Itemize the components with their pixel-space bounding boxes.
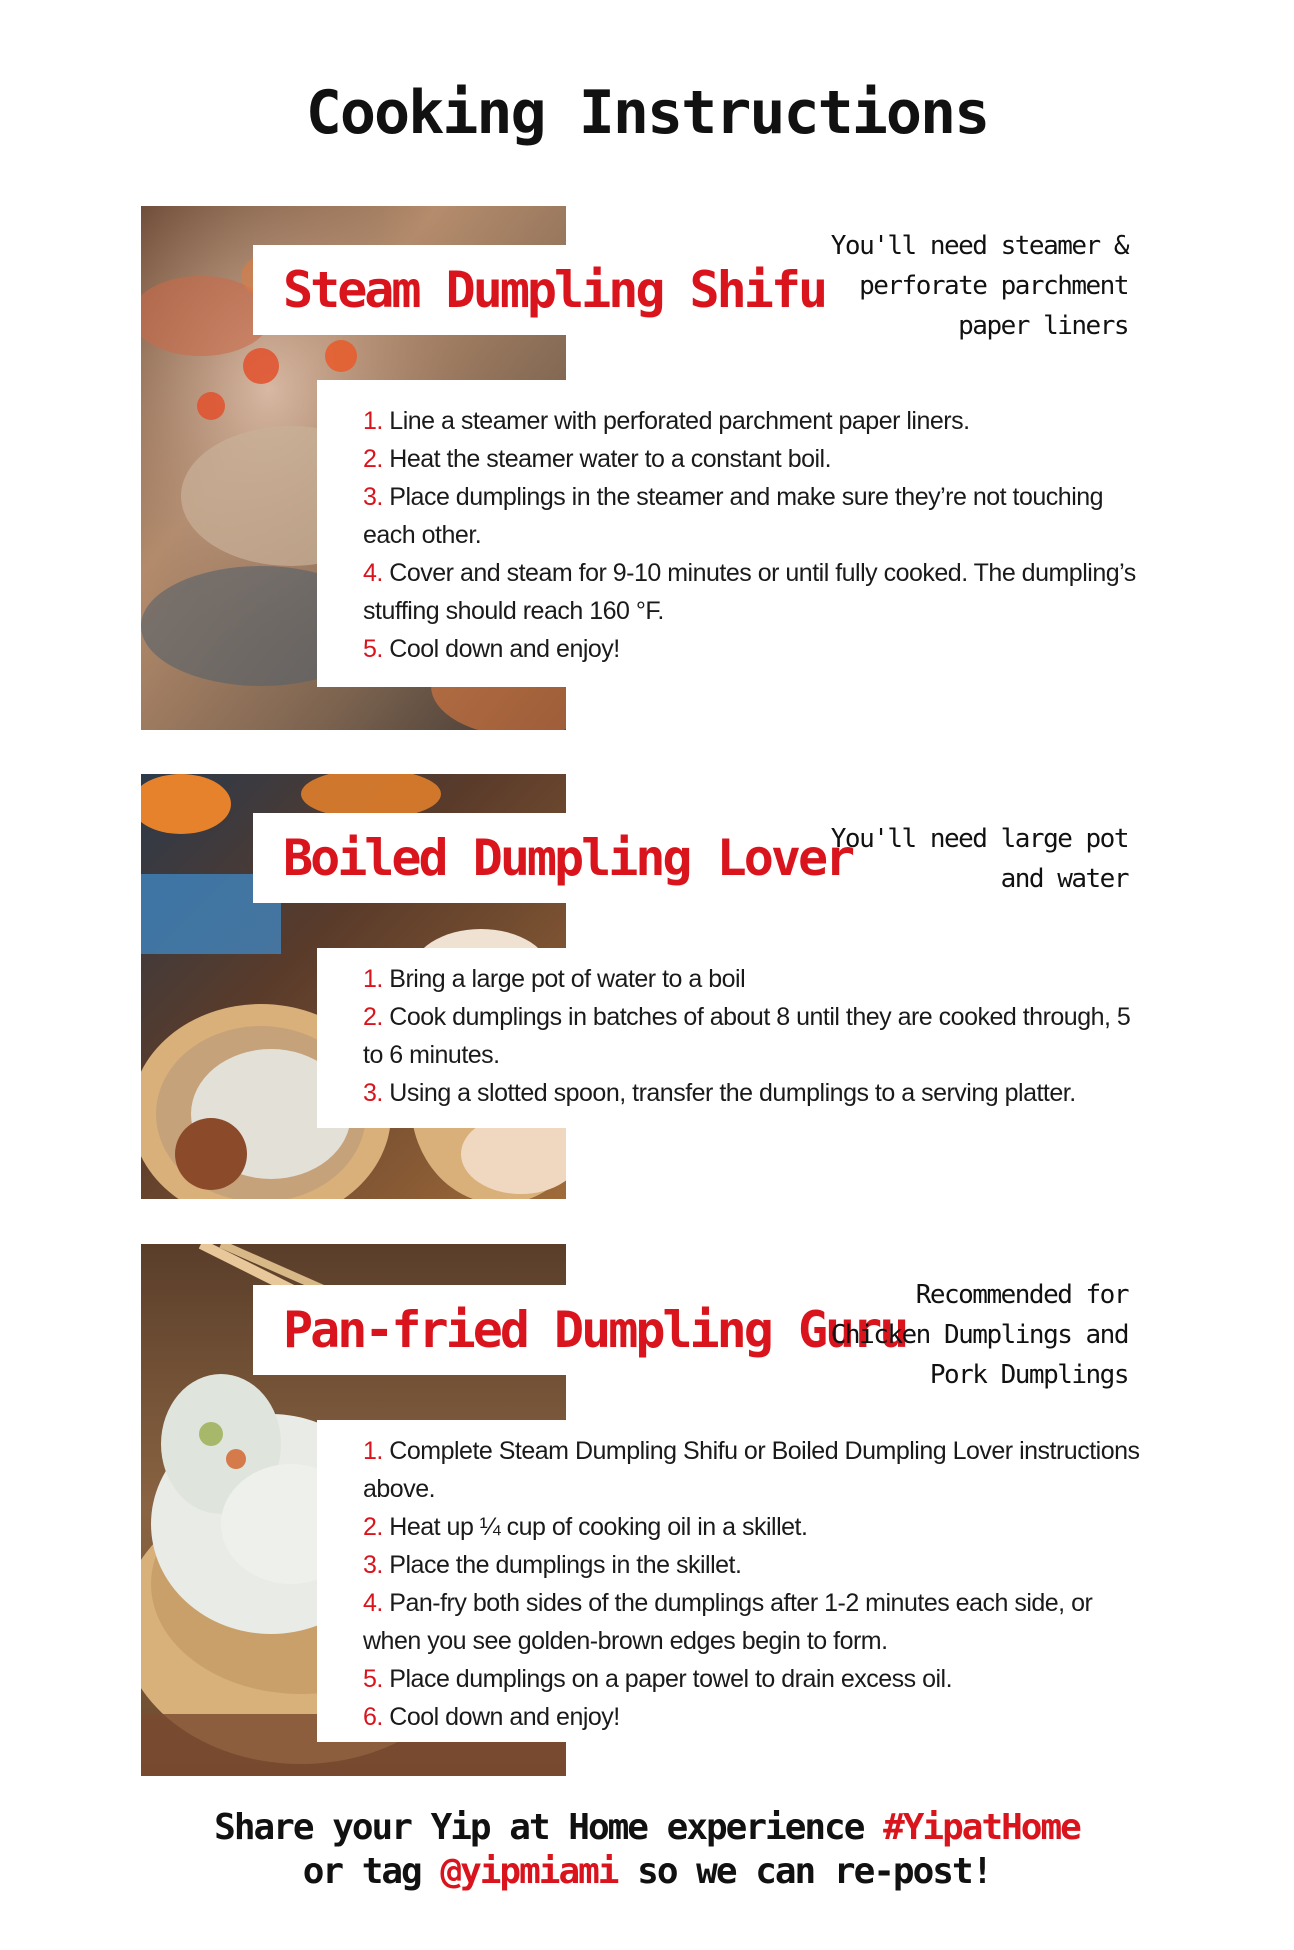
page-title: Cooking Instructions bbox=[305, 78, 989, 148]
step-item bbox=[363, 1698, 1153, 1736]
step-number: 3. bbox=[363, 1079, 383, 1107]
footer-line-2 bbox=[0, 1850, 1294, 1894]
step-text: Complete Steam Dumpling Shifu or Boiled Dumpling Lover instructions above. bbox=[363, 1437, 1140, 1503]
footer-share-text: Share your Yip at Home experience bbox=[214, 1807, 884, 1848]
step-number: 5. bbox=[363, 635, 383, 663]
step-item bbox=[363, 478, 1153, 554]
share-footer bbox=[0, 1806, 1294, 1894]
footer-tag-prefix: or tag bbox=[302, 1851, 441, 1892]
step-number: 1. bbox=[363, 1437, 383, 1465]
step-item bbox=[363, 554, 1153, 630]
instagram-handle-link[interactable]: @yipmiami bbox=[440, 1851, 618, 1892]
step-text: Using a slotted spoon, transfer the dumplings to a serving platter. bbox=[382, 1079, 1076, 1107]
note-line: perforate parchment bbox=[859, 271, 1128, 301]
steps-list bbox=[363, 402, 1153, 668]
step-text: Cover and steam for 9-10 minutes or until fully cooked. The dumpling’s stuffing should reach 160 °F. bbox=[363, 559, 1136, 625]
step-text: Bring a large pot of water to a boil bbox=[382, 965, 746, 993]
step-item bbox=[363, 1508, 1153, 1546]
step-item bbox=[363, 998, 1153, 1074]
step-item bbox=[363, 1660, 1153, 1698]
step-text: Pan-fry both sides of the dumplings after 1-2 minutes each side, or when you see golden-brown edges begin to form. bbox=[363, 1589, 1093, 1655]
steps-list bbox=[363, 960, 1153, 1112]
section-title-box bbox=[253, 245, 826, 335]
step-number: 1. bbox=[363, 407, 383, 435]
note-line: Pork Dumplings bbox=[929, 1360, 1128, 1390]
step-text: Cook dumplings in batches of about 8 until they are cooked through, 5 to 6 minutes. bbox=[363, 1003, 1131, 1069]
section-title-box bbox=[253, 813, 853, 903]
step-item bbox=[363, 1546, 1153, 1584]
steps-box bbox=[317, 1420, 1153, 1742]
step-text: Heat the steamer water to a constant boil. bbox=[382, 445, 832, 473]
step-text: Place dumplings on a paper towel to drain excess oil. bbox=[382, 1665, 953, 1693]
step-text: Place dumplings in the steamer and make sure they’re not touching each other. bbox=[363, 483, 1104, 549]
section-title: Steam Dumpling Shifu bbox=[283, 261, 826, 319]
section-title: Boiled Dumpling Lover bbox=[283, 829, 853, 887]
equipment-note bbox=[831, 226, 1128, 346]
step-item bbox=[363, 1432, 1153, 1508]
section-title: Pan-fried Dumpling Guru bbox=[283, 1301, 907, 1359]
step-text: Place the dumplings in the skillet. bbox=[382, 1551, 742, 1579]
steps-box bbox=[317, 380, 1153, 687]
equipment-note bbox=[831, 819, 1128, 899]
steps-list bbox=[363, 1432, 1153, 1736]
step-item bbox=[363, 440, 1153, 478]
step-item bbox=[363, 960, 1153, 998]
step-number: 4. bbox=[363, 559, 383, 587]
section-title-box bbox=[253, 1285, 907, 1375]
step-text: Line a steamer with perforated parchment paper liners. bbox=[382, 407, 970, 435]
step-number: 3. bbox=[363, 483, 383, 511]
note-line: You'll need large pot bbox=[830, 824, 1128, 854]
step-item bbox=[363, 402, 1153, 440]
step-number: 2. bbox=[363, 445, 383, 473]
step-text: Cool down and enjoy! bbox=[382, 1703, 620, 1731]
note-line: paper liners bbox=[958, 311, 1128, 341]
note-line: Chicken Dumplings and bbox=[830, 1320, 1128, 1350]
steps-box bbox=[317, 948, 1153, 1128]
step-number: 1. bbox=[363, 965, 383, 993]
note-line: Recommended for bbox=[915, 1280, 1128, 1310]
step-number: 4. bbox=[363, 1589, 383, 1617]
note-line: and water bbox=[1000, 864, 1128, 894]
step-item bbox=[363, 630, 1153, 668]
step-number: 2. bbox=[363, 1513, 383, 1541]
equipment-note bbox=[831, 1275, 1128, 1395]
step-number: 3. bbox=[363, 1551, 383, 1579]
step-number: 5. bbox=[363, 1665, 383, 1693]
step-text: Heat up ¼ cup of cooking oil in a skillet. bbox=[382, 1513, 808, 1541]
step-number: 2. bbox=[363, 1003, 383, 1031]
step-number: 6. bbox=[363, 1703, 383, 1731]
step-item bbox=[363, 1074, 1153, 1112]
step-text: Cool down and enjoy! bbox=[382, 635, 620, 663]
hashtag-link[interactable]: #YipatHome bbox=[883, 1807, 1080, 1848]
footer-line-1 bbox=[0, 1806, 1294, 1850]
step-item bbox=[363, 1584, 1153, 1660]
footer-tag-suffix: so we can re-post! bbox=[617, 1851, 992, 1892]
note-line: You'll need steamer & bbox=[830, 231, 1128, 261]
